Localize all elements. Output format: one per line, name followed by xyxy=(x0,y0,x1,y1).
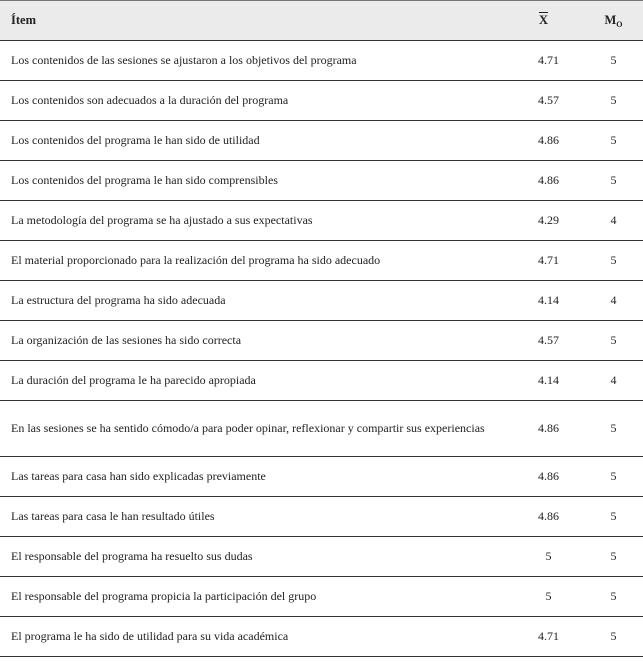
item-cell: El programa le ha sido de utilidad para su vida académica xyxy=(11,629,289,643)
mode-cell: 5 xyxy=(610,509,617,523)
table-row xyxy=(0,241,643,281)
column-header-mean xyxy=(503,1,584,41)
header-row xyxy=(0,1,643,41)
item-cell: La duración del programa le ha parecido apropiada xyxy=(11,373,256,387)
table-row xyxy=(0,401,643,457)
table-body xyxy=(0,41,643,657)
item-cell: La estructura del programa ha sido adecuada xyxy=(11,293,226,307)
mean-cell: 4.71 xyxy=(538,253,559,267)
mode-cell: 5 xyxy=(610,469,617,483)
mode-cell: 5 xyxy=(610,549,617,563)
mode-cell: 5 xyxy=(610,53,617,67)
mean-cell: 4.86 xyxy=(538,469,559,483)
mean-cell: 4.57 xyxy=(538,93,559,107)
mode-cell: 4 xyxy=(610,373,617,387)
item-cell: Las tareas para casa han sido explicadas previamente xyxy=(11,469,266,483)
mean-cell: 5 xyxy=(545,549,552,563)
table-row xyxy=(0,361,643,401)
mode-cell: 4 xyxy=(610,213,617,227)
item-cell: Los contenidos de las sesiones se ajustaron a los objetivos del programa xyxy=(11,53,357,67)
table-row xyxy=(0,537,643,577)
mean-cell: 4.71 xyxy=(538,53,559,67)
mean-symbol: $\overline{X}$ xyxy=(538,13,549,27)
mode-cell: 5 xyxy=(610,421,617,435)
mean-cell: 4.29 xyxy=(538,213,559,227)
mean-cell: 4.14 xyxy=(538,373,559,387)
item-cell: El material proporcionado para la realización del programa ha sido adecuado xyxy=(11,253,381,267)
table-row xyxy=(0,41,643,81)
item-cell: La metodología del programa se ha ajustado a sus expectativas xyxy=(11,213,313,227)
mean-cell: 4.71 xyxy=(538,629,559,643)
mode-cell: 5 xyxy=(610,253,617,267)
item-cell: Los contenidos son adecuados a la duración del programa xyxy=(11,93,289,107)
mode-cell: 4 xyxy=(610,293,617,307)
mean-cell: 4.57 xyxy=(538,333,559,347)
mean-cell: 4.86 xyxy=(538,173,559,187)
table-row xyxy=(0,201,643,241)
mean-cell: 4.14 xyxy=(538,293,559,307)
item-cell: El responsable del programa propicia la participación del grupo xyxy=(11,589,317,603)
table-row xyxy=(0,281,643,321)
table-header xyxy=(0,1,643,41)
mode-symbol: M xyxy=(604,12,617,27)
mode-subscript: O xyxy=(616,19,623,29)
table-row xyxy=(0,121,643,161)
item-cell: En las sesiones se ha sentido cómodo/a para poder opinar, reflexionar y compartir sus experiencias xyxy=(11,421,485,435)
table-row xyxy=(0,457,643,497)
item-cell: Los contenidos del programa le han sido de utilidad xyxy=(11,133,260,147)
table-row xyxy=(0,161,643,201)
column-header-item: Ítem xyxy=(11,13,36,27)
mean-cell: 4.86 xyxy=(538,421,559,435)
mode-cell: 5 xyxy=(610,589,617,603)
column-header-mode xyxy=(584,1,643,41)
mode-cell: 5 xyxy=(610,333,617,347)
mode-cell: 5 xyxy=(610,629,617,643)
item-cell: Los contenidos del programa le han sido comprensibles xyxy=(11,173,278,187)
table-row xyxy=(0,321,643,361)
mean-cell: 4.86 xyxy=(538,133,559,147)
mode-cell: 5 xyxy=(610,93,617,107)
table-row xyxy=(0,617,643,657)
table-row xyxy=(0,577,643,617)
mode-cell: 5 xyxy=(610,133,617,147)
item-cell: Las tareas para casa le han resultado útiles xyxy=(11,509,215,523)
mean-cell: 5 xyxy=(545,589,552,603)
table-row xyxy=(0,81,643,121)
mode-cell: 5 xyxy=(610,173,617,187)
item-cell: El responsable del programa ha resuelto sus dudas xyxy=(11,549,253,563)
item-cell: La organización de las sesiones ha sido correcta xyxy=(11,333,242,347)
table-row xyxy=(0,497,643,537)
mean-cell: 4.86 xyxy=(538,509,559,523)
